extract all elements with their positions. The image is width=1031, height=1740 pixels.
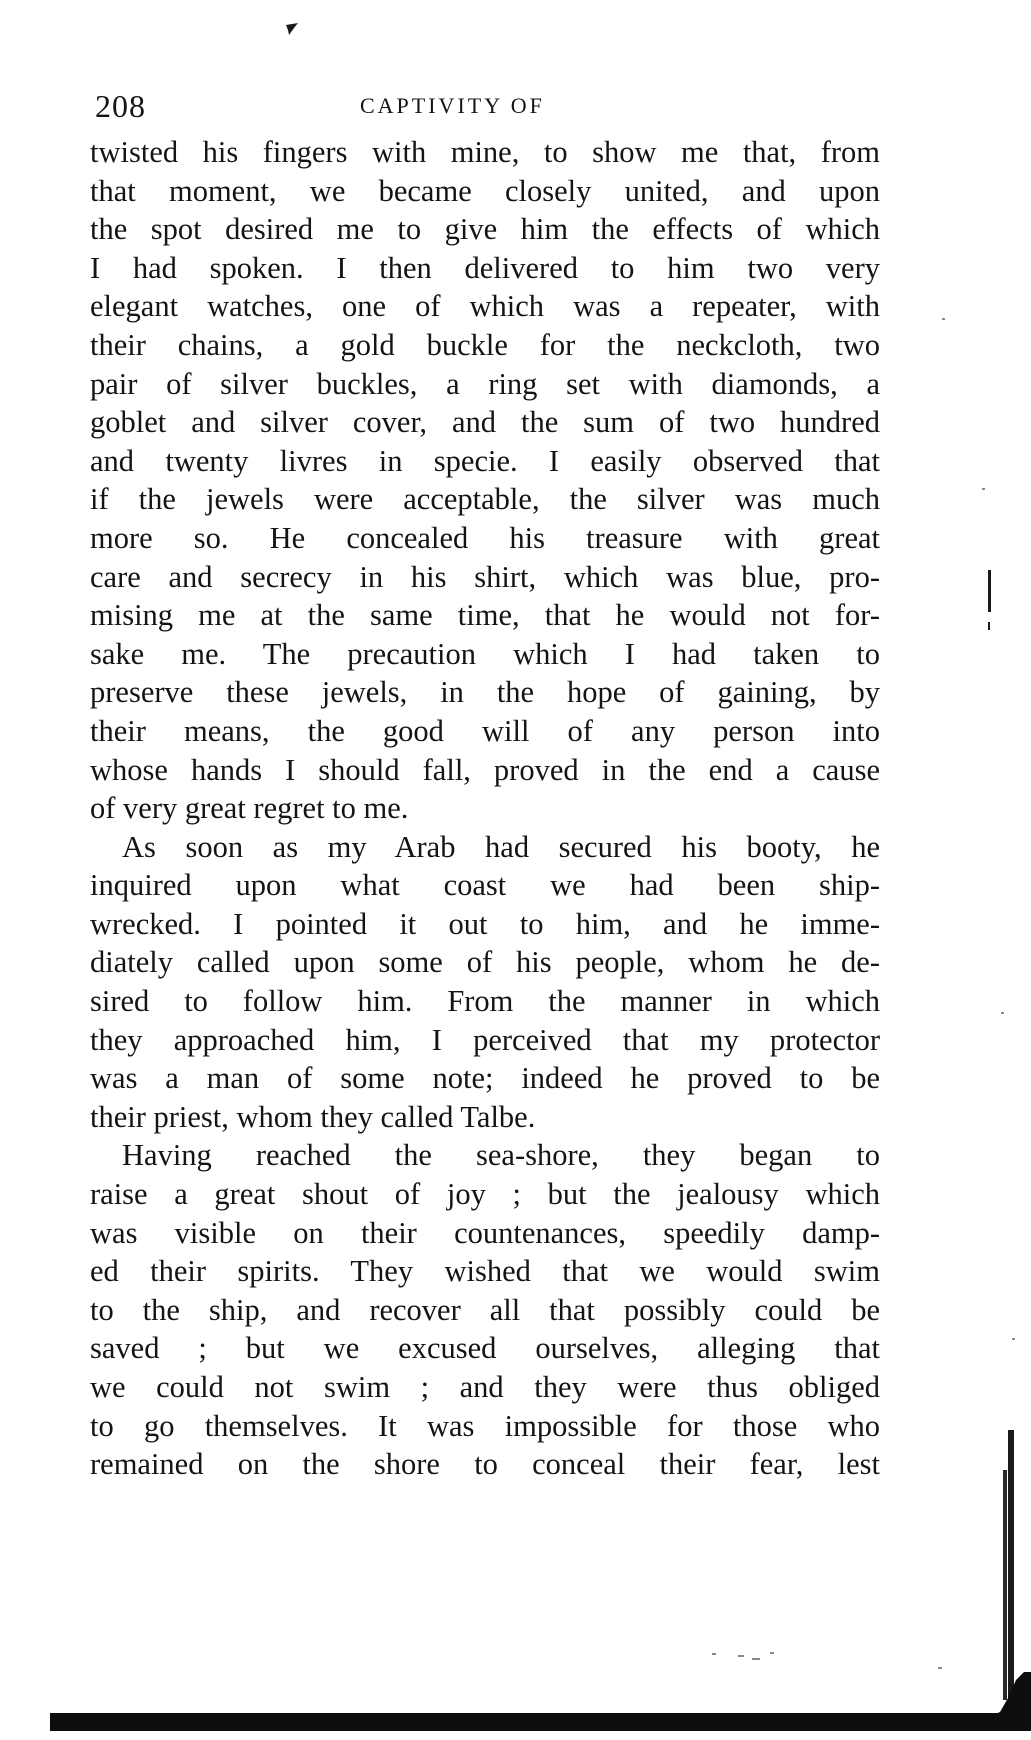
page-edge-shadow xyxy=(50,1713,1031,1731)
text-line: sired to follow him. From the manner in which xyxy=(90,984,880,1019)
text-line: twisted his fingers with mine, to show me that, from xyxy=(90,135,880,169)
text-line: ed their spirits. They wished that we would swim xyxy=(90,1254,880,1289)
paragraph-start-line: Having reached the sea-shore, they began to xyxy=(122,1138,880,1173)
paper-speck xyxy=(938,1667,942,1669)
text-line: diately called upon some of his people, whom he de- xyxy=(90,945,880,980)
text-line: sake me. The precaution which I had taken to xyxy=(90,636,880,671)
text-line: their means, the good will of any person into xyxy=(90,713,880,748)
text-line: saved ; but we excused ourselves, alleging that xyxy=(90,1331,880,1366)
paragraph-end-line: of very great regret to me. xyxy=(90,791,409,826)
text-line: and twenty livres in specie. I easily observed that xyxy=(90,443,880,478)
page-number: 208 xyxy=(95,88,146,124)
text-line: remained on the shore to conceal their fear, lest xyxy=(90,1447,880,1482)
paper-speck xyxy=(1012,1338,1015,1340)
paper-speck xyxy=(770,1652,774,1654)
running-title: CAPTIVITY OF xyxy=(360,93,545,118)
ink-blot-icon xyxy=(285,22,299,36)
page-header xyxy=(95,86,875,126)
margin-mark xyxy=(1003,1470,1007,1700)
text-line: to go themselves. It was impossible for those who xyxy=(90,1408,880,1443)
margin-mark xyxy=(988,622,990,630)
text-line: inquired upon what coast we had been ship- xyxy=(90,868,880,903)
text-line: was visible on their countenances, speedily damp- xyxy=(90,1215,880,1250)
paper-speck xyxy=(738,1655,744,1657)
text-line: that moment, we became closely united, and upon xyxy=(90,173,880,208)
paper-speck xyxy=(982,488,985,490)
text-line: preserve these jewels, in the hope of gaining, by xyxy=(90,675,880,710)
text-line: mising me at the same time, that he would not for- xyxy=(90,598,880,633)
margin-mark xyxy=(988,570,991,612)
paragraph-start-line: As soon as my Arab had secured his booty, he xyxy=(122,829,880,864)
body-text xyxy=(90,133,880,1484)
text-line: was a man of some note; indeed he proved to be xyxy=(90,1061,880,1096)
text-line: we could not swim ; and they were thus obliged xyxy=(90,1370,880,1404)
text-line: their chains, a gold buckle for the neckcloth, two xyxy=(90,327,880,362)
text-line: care and secrecy in his shirt, which was blue, pro- xyxy=(90,559,880,594)
text-line: to the ship, and recover all that possibly could be xyxy=(90,1292,880,1327)
paper-speck xyxy=(1001,1012,1004,1014)
text-line: they approached him, I perceived that my protector xyxy=(90,1022,880,1057)
text-line: the spot desired me to give him the effects of which xyxy=(90,212,880,247)
paper-speck xyxy=(942,318,945,320)
text-line: whose hands I should fall, proved in the end a cause xyxy=(90,752,880,787)
text-line: raise a great shout of joy ; but the jealousy which xyxy=(90,1177,880,1212)
text-line: I had spoken. I then delivered to him two very xyxy=(90,250,880,285)
text-line: wrecked. I pointed it out to him, and he imme- xyxy=(90,906,880,941)
text-line: if the jewels were acceptable, the silver was much xyxy=(90,482,880,517)
paper-speck xyxy=(712,1653,716,1655)
text-line: goblet and silver cover, and the sum of two hundred xyxy=(90,405,880,440)
paragraph-end-line: their priest, whom they called Talbe. xyxy=(90,1099,536,1134)
paper-speck xyxy=(752,1658,760,1660)
text-line: more so. He concealed his treasure with great xyxy=(90,520,880,555)
text-line: pair of silver buckles, a ring set with diamonds, a xyxy=(90,366,880,401)
text-line: elegant watches, one of which was a repeater, with xyxy=(90,289,880,324)
